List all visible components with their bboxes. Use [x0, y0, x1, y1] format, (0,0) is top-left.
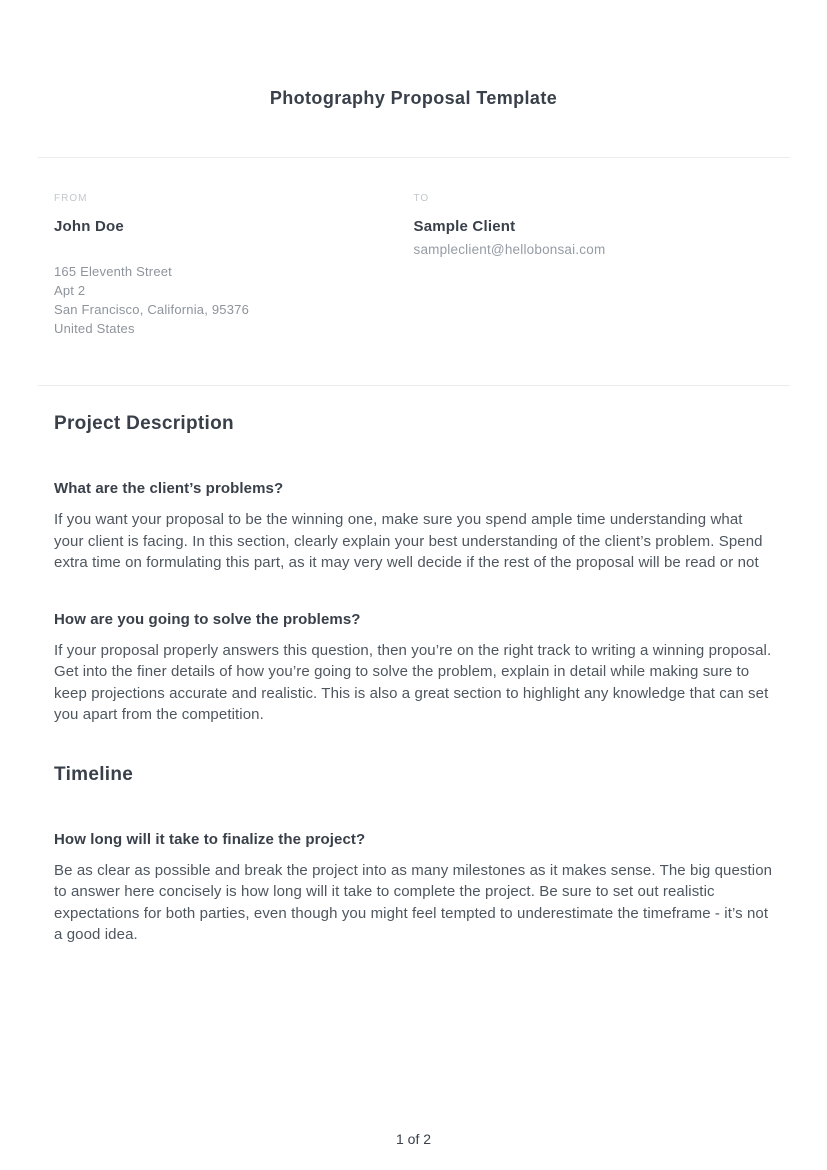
address-line-city: San Francisco, California, 95376 [54, 302, 250, 317]
qa-question: How long will it take to finalize the project? [54, 830, 366, 848]
to-block [414, 193, 774, 338]
page-number: 1 of 2 [395, 1131, 432, 1147]
address-line-apt: Apt 2 [54, 283, 86, 298]
qa-block-finalize-project [54, 831, 773, 946]
qa-answer: Be as clear as possible and break the project into as many milestones as it makes sense. The big question to answer here concisely is how long will it take to complete the project. Be sure to set out realistic expectations for both parties, even though you might feel tempted to underestimate the timeframe - it’s not a good idea. [54, 861, 773, 943]
to-name: Sample Client [413, 218, 516, 235]
qa-block-client-problems [54, 480, 773, 574]
parties-divider [38, 385, 790, 386]
parties-section [0, 158, 827, 338]
to-label: TO [413, 193, 430, 204]
section-timeline [0, 763, 827, 946]
section-heading-project-description: Project Description [54, 413, 234, 434]
address-line-country: United States [54, 321, 135, 336]
from-label: FROM [54, 193, 88, 204]
from-address [54, 262, 414, 338]
section-heading-timeline: Timeline [54, 763, 134, 785]
address-line-street: 165 Eleventh Street [54, 264, 172, 279]
from-block [54, 193, 414, 338]
page-title: Photography Proposal Template [269, 88, 558, 108]
qa-question: What are the client’s problems? [54, 480, 284, 497]
qa-question: How are you going to solve the problems? [54, 610, 361, 628]
section-project-description [0, 412, 827, 726]
qa-answer: If your proposal properly answers this question, then you’re on the right track to writing a winning proposal. Get into the finer details of how you’re going to solve the problem, explain in detail while making sure to keep projections accurate and realistic. This is also a great section to highlight any knowledge that can set you apart from the competition. [54, 641, 772, 723]
from-name: John Doe [54, 218, 124, 235]
qa-answer: If you want your proposal to be the winning one, make sure you spend ample time understanding what your client is facing. In this section, clearly explain your best understanding of the client’s problem. Spend extra time on formulating this part, as it may very well decide if the rest of the proposal will be read or not [54, 511, 763, 571]
qa-block-solve-problems [54, 611, 773, 726]
to-email: sampleclient@hellobonsai.com [413, 242, 606, 257]
